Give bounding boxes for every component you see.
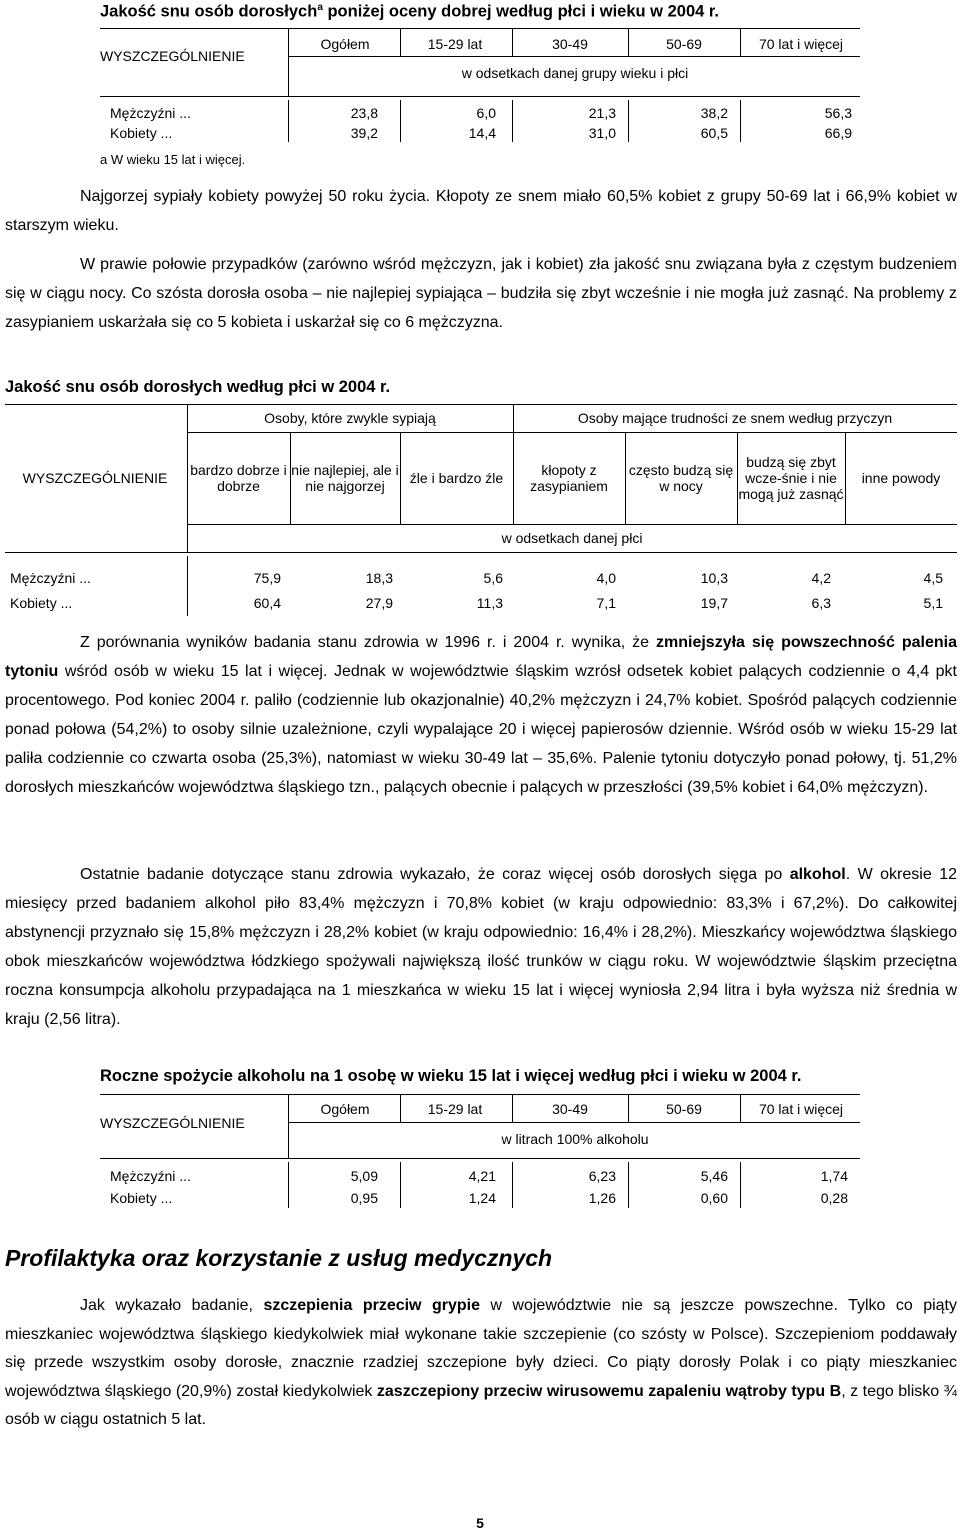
table3-col-header: 15-29 lat — [427, 1101, 483, 1117]
table3-cell: 1,26 — [588, 1190, 616, 1206]
paragraph-prevention: Jak wykazało badanie, szczepienia przeciw grypie w województwie nie są jeszcze powszechne. Tylko co piąty mieszkaniec województwa śląskiego kiedykolwiek miał wykonane takie szczepienie (co szósty w Polsce). Szczepieniom poddawały się przede wszystkim osoby dorosłe, znacznie rzadziej szczepione były dzieci. Co piąty dorosły Polak i co piąty mieszkaniec województwa śląskiego (20,9%) został kiedykolwiek zaszczepiony przeciw wirusowemu zapaleniu wątroby typu B, z tego blisko ¾ osób w ciągu ostatnich 5 lat. — [5, 1297, 957, 1428]
table1-cell: 38,2 — [700, 105, 728, 121]
table2-cell: 18,3 — [365, 570, 393, 586]
tobacco-emphasis: zmniejszyła się powszechność palenia tytoniu — [5, 634, 957, 680]
table1-footnote: a W wieku 15 lat i więcej. — [100, 152, 246, 167]
table2-cell: 5,6 — [483, 570, 503, 586]
table3-col-header: Ogółem — [320, 1101, 370, 1117]
table2-unit-note: w odsetkach danej płci — [501, 530, 643, 546]
table1-cell: 14,4 — [468, 125, 496, 141]
table3-row-label: Mężczyźni ... — [110, 1168, 191, 1184]
table2-col-header: nie najlepiej, ale i nie najgorzej — [291, 462, 399, 494]
table1-cell: 66,9 — [824, 125, 852, 141]
table3-cell: 5,46 — [700, 1168, 728, 1184]
table3-cell: 0,28 — [820, 1190, 848, 1206]
table2-col-header: kłopoty z zasypianiem — [530, 462, 608, 494]
section-heading: Profilaktyka oraz korzystanie z usług medycznych — [5, 1245, 553, 1271]
table2-title: Jakość snu osób dorosłych według płci w 2004 r. — [5, 378, 391, 396]
divider — [288, 1122, 860, 1123]
divider — [100, 96, 860, 97]
table2-cell: 75,9 — [253, 570, 281, 586]
table2-cell: 11,3 — [476, 595, 503, 611]
table3-cell: 5,09 — [350, 1168, 378, 1184]
table1-cell: 6,0 — [476, 105, 496, 121]
divider — [288, 1094, 289, 1158]
table2-cell: 4,5 — [923, 570, 943, 586]
table2-stub-header: WYSZCZEGÓLNIENIE — [22, 470, 168, 486]
divider — [100, 1158, 860, 1159]
table3-title: Roczne spożycie alkoholu na 1 osobę w wieku 15 lat i więcej według płci i wieku w 2004 r. — [100, 1067, 802, 1085]
table3-col-header: 50-69 — [666, 1101, 702, 1117]
table3-row-label: Kobiety ... — [110, 1190, 173, 1206]
table2-col-header: budzą się zbyt wcze-śnie i nie mogą już zasnąć — [738, 454, 844, 502]
table1-row-label: Mężczyźni ... — [110, 105, 191, 121]
table3-cell: 1,74 — [820, 1168, 848, 1184]
divider — [288, 28, 289, 96]
table3-col-header: 70 lat i więcej — [758, 1101, 844, 1117]
table1-cell: 60,5 — [700, 125, 728, 141]
divider — [288, 100, 289, 142]
table2-col-header: często budzą się w nocy — [628, 462, 734, 494]
divider — [288, 56, 860, 57]
table1-col-header: 15-29 lat — [427, 36, 483, 52]
alcohol-emphasis: alkohol — [789, 866, 846, 883]
paragraph-sleep-2: W prawie połowie przypadków (zarówno wśród mężczyzn, jak i kobiet) zła jakość snu związana była z częstym budzeniem się w ciągu nocy. Co szósta dorosła osoba – nie najlepiej sypiająca – budziła się zbyt wcześnie i nie mogła już zasnąć. Na problemy z zasypianiem uskarżała się co 5 kobieta i uskarżał się co 6 mężczyzna. — [5, 256, 957, 331]
table3-cell: 0,95 — [350, 1190, 378, 1206]
table1-cell: 31,0 — [588, 125, 616, 141]
table3-cell: 1,24 — [468, 1190, 496, 1206]
table2-col-header: źle i bardzo źle — [409, 470, 504, 486]
table1-unit-note: w odsetkach danej grupy wieku i płci — [461, 65, 689, 81]
table2-group-header: Osoby, które zwykle sypiają — [264, 410, 436, 426]
divider — [5, 552, 957, 553]
divider — [288, 1162, 289, 1208]
table1-col-header: 50-69 — [666, 36, 702, 52]
hepatitis-vaccine-emphasis: zaszczepiony przeciw wirusowemu zapaleniu wątroby typu B — [376, 1382, 842, 1400]
divider — [100, 1094, 860, 1095]
table1-cell: 56,3 — [824, 105, 852, 121]
table2-row-label: Kobiety ... — [10, 595, 73, 611]
table3-cell: 0,60 — [700, 1190, 728, 1206]
table2-cell: 4,2 — [811, 570, 831, 586]
table2-cell: 7,1 — [596, 595, 616, 611]
table2-cell: 4,0 — [596, 570, 616, 586]
table1-cell: 39,2 — [350, 125, 378, 141]
table3-unit-note: w litrach 100% alkoholu — [501, 1131, 649, 1147]
table1-top-rule — [100, 28, 860, 29]
table2-cell: 6,3 — [811, 595, 831, 611]
table1-cell: 23,8 — [350, 105, 378, 121]
flu-vaccine-emphasis: szczepienia przeciw grypie — [263, 1297, 480, 1314]
table1-title: Jakość snu osób dorosłych$^a$ poniżej oceny dobrej według płci i wieku w 2004 r. — [100, 2, 719, 21]
table2-cell: 19,7 — [700, 595, 728, 611]
table1-cell: 21,3 — [588, 105, 616, 121]
table2-col-header: bardzo dobrze i dobrze — [190, 462, 287, 494]
table2-cell: 27,9 — [365, 595, 393, 611]
table2-cell: 10,3 — [700, 570, 728, 586]
table3-cell: 4,21 — [468, 1168, 496, 1184]
table2-cell: 60,4 — [253, 595, 281, 611]
table2-group-header: Osoby mające trudności ze snem według przyczyn — [577, 410, 893, 426]
table3-stub-header: WYSZCZEGÓLNIENIE — [100, 1115, 245, 1131]
table1-col-header: 70 lat i więcej — [758, 36, 844, 52]
page-number: 5 — [476, 1515, 484, 1531]
table1-row-label: Kobiety ... — [110, 125, 173, 141]
table3-cell: 6,23 — [588, 1168, 616, 1184]
table1-col-header: Ogółem — [320, 36, 370, 52]
table1-stub-header: WYSZCZEGÓLNIENIE — [100, 48, 245, 64]
table2-cell: 5,1 — [923, 595, 943, 611]
table2-row-label: Mężczyźni ... — [10, 570, 91, 586]
table3-col-header: 30-49 — [552, 1101, 588, 1117]
paragraph-tobacco: Z porównania wyników badania stanu zdrowia w 1996 r. i 2004 r. wynika, że zmniejszyła się powszechność palenia tytoniu wśród osób w wieku 15 lat i więcej. Jednak w województwie śląskim wzrósł odsetek kobiet palących codziennie o 4,4 pkt procentowego. Pod koniec 2004 r. paliło (codziennie lub okazjonalnie) 40,2% mężczyzn i 24,7% kobiet. Spośród palących codziennie ponad połowa (54,2%) to osoby silnie uzależnione, czyli wypalające 20 i więcej papierosów dziennie. Wśród osób w wieku 15-29 lat paliła codziennie co czwarta osoba (25,3%), natomiast w wieku 30-49 lat – 35,6%. Palenie tytoniu dotyczyło ponad połowy, tj. 51,2% dorosłych mieszkańców województwa śląskiego tzn., palących obecnie i palących w przeszłości (39,5% kobiet i 64,0% mężczyzn). — [5, 634, 957, 796]
paragraph-alcohol: Ostatnie badanie dotyczące stanu zdrowia wykazało, że coraz więcej osób dorosłych sięga po alkohol. W okresie 12 miesięcy przed badaniem alkohol piło 83,4% mężczyzn i 70,8% kobiet (w kraju odpowiednio: 83,3% i 67,2%). Do całkowitej abstynencji przyznało się 15,8% mężczyzn i 28,2% kobiet (w kraju odpowiednio: 16,4% i 28,2%). Mieszkańcy województwa śląskiego obok mieszkańców województwa łódzkiego spożywali największą ilość trunków w ciągu roku. W województwie śląskim przeciętna roczna konsumpcja alkoholu przypadająca na 1 mieszkańca w wieku 15 lat i więcej wyniosła 2,94 litra i była wyższa niż średnia w kraju (2,56 litra). — [5, 866, 957, 1028]
table2-col-header: inne powody — [861, 470, 941, 486]
paragraph-sleep-1: Najgorzej sypiały kobiety powyżej 50 roku życia. Kłopoty ze snem miało 60,5% kobiet z grupy 50-69 lat i 66,9% kobiet w starszym wieku. — [5, 188, 957, 234]
table1-col-header: 30-49 — [552, 36, 588, 52]
